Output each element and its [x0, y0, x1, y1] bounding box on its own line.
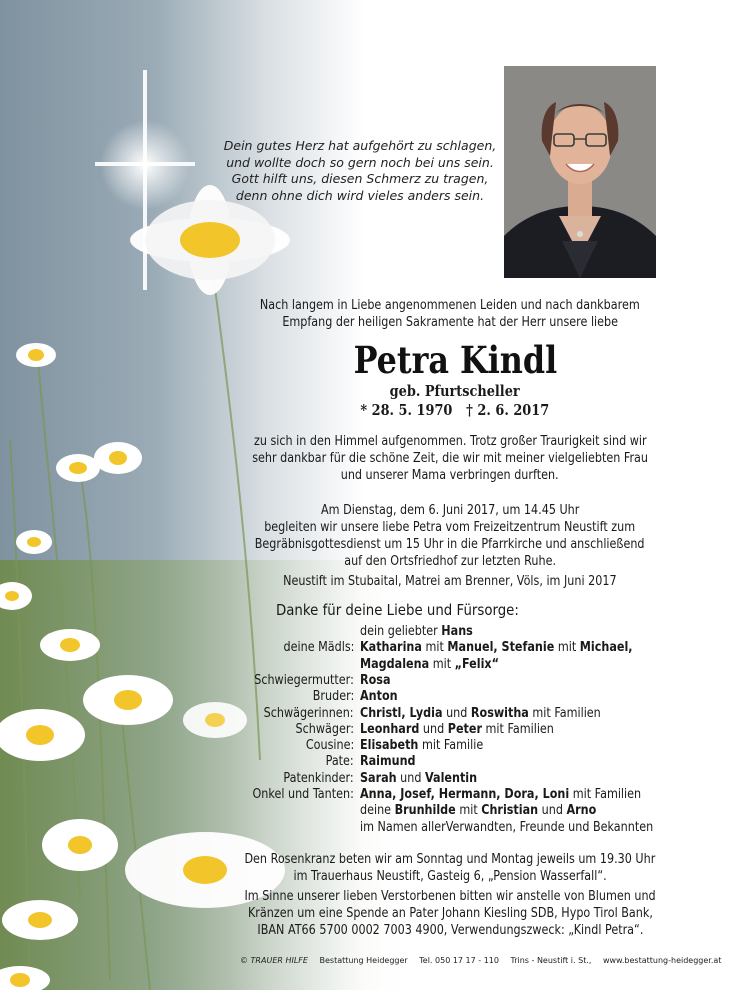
relative-row: [0, 689, 700, 706]
body-paragraph: [200, 433, 700, 484]
relative-label: Pate:: [325, 754, 354, 770]
relative-row: [0, 624, 700, 641]
relative-row: [0, 803, 700, 820]
relative-row: [0, 738, 700, 755]
relative-names: Rosa: [360, 672, 391, 688]
poem-line: Dein gutes Herz hat aufgehört zu schlagen,: [223, 138, 497, 153]
relative-names: Raimund: [360, 754, 416, 770]
donation-line: Im Sinne unserer lieben Verstorbenen bitten wir anstelle von Blumen und: [244, 889, 656, 904]
relative-names: deine Brunhilde mit Christian und Arno: [360, 803, 597, 819]
donation-line: IBAN AT66 5700 0002 7003 4900, Verwendungszweck: „Kindl Petra“.: [257, 923, 643, 938]
relative-row: [0, 640, 700, 657]
funeral-line: Am Dienstag, dem 6. Juni 2017, um 14.45 Uhr: [320, 503, 580, 518]
relative-names: Anton: [360, 689, 398, 705]
relative-row: [0, 754, 700, 771]
relative-names: dein geliebter Hans: [360, 624, 473, 639]
memorial-poem: [195, 138, 525, 204]
footer-company: Bestattung Heidegger: [319, 956, 408, 965]
donation-paragraph: [200, 888, 700, 939]
footer-address: Trins - Neustift i. St.,: [510, 956, 592, 965]
death-date: † 2. 6. 2017: [466, 401, 550, 419]
body-line: und unserer Mama verbringen durften.: [341, 468, 559, 483]
rosary-paragraph: [200, 851, 700, 885]
relative-label: Schwäger:: [295, 721, 354, 737]
life-dates: [270, 399, 640, 421]
relative-label: Cousine:: [305, 738, 354, 754]
footer-brand: © TRAUER HILFE: [240, 956, 308, 965]
relative-row: [0, 706, 700, 723]
thanks-heading: Danke für deine Liebe und Fürsorge:: [276, 601, 519, 619]
relative-row: [0, 673, 700, 690]
poem-line: und wollte doch so gern noch bei uns sein.: [226, 154, 494, 170]
relative-names: Katharina mit Manuel, Stefanie mit Michael,: [360, 640, 633, 656]
rosary-line: im Trauerhaus Neustift, Gasteig 6, „Pension Wasserfall“.: [293, 869, 607, 884]
body-line: zu sich in den Himmel aufgenommen. Trotz großer Traurigkeit sind wir: [253, 434, 647, 449]
relative-label: Patenkinder:: [283, 770, 354, 786]
deceased-name: Petra Kindl: [353, 338, 557, 382]
relative-names: Christl, Lydia und Roswitha mit Familien: [360, 705, 601, 721]
relative-row: [0, 722, 700, 739]
funeral-line: Begräbnisgottesdienst um 15 Uhr in die Pfarrkirche und anschließend: [255, 537, 645, 552]
relative-row: [0, 787, 700, 804]
relative-label: Schwiegermutter:: [254, 672, 354, 688]
funeral-line: begleiten wir unsere liebe Petra vom Freizeitzentrum Neustift zum: [264, 520, 636, 535]
funeral-line: auf den Ortsfriedhof zur letzten Ruhe.: [344, 554, 556, 569]
relative-label: Onkel und Tanten:: [252, 787, 354, 802]
relative-names: Elisabeth mit Familie: [360, 738, 484, 754]
birth-date: * 28. 5. 1970: [360, 401, 453, 419]
relative-row: [0, 820, 700, 837]
funeral-paragraph: [200, 502, 700, 570]
footer-website[interactable]: www.bestattung-heidegger.at: [602, 956, 722, 965]
poem-line: Gott hilft uns, diesen Schmerz zu tragen,: [231, 171, 489, 186]
relative-names: Magdalena mit „Felix“: [360, 656, 499, 672]
intro-text: [200, 297, 700, 331]
intro-line: Nach langem in Liebe angenommenen Leiden und nach dankbarem: [260, 298, 640, 313]
body-line: sehr dankbar für die schöne Zeit, die wir mit meiner vielgeliebten Frau: [252, 451, 648, 466]
relative-names: Sarah und Valentin: [360, 770, 478, 786]
footer: [240, 956, 722, 966]
rosary-line: Den Rosenkranz beten wir am Sonntag und Montag jeweils um 19.30 Uhr: [244, 852, 656, 867]
relative-label: Schwägerinnen:: [264, 705, 354, 721]
relative-names: Anna, Josef, Hermann, Dora, Loni mit Familien: [360, 787, 642, 802]
relative-row: [0, 771, 700, 788]
relative-names: im Namen allerVerwandten, Freunde und Bekannten: [360, 819, 654, 835]
relative-row: [0, 657, 700, 674]
poem-line: denn ohne dich wird vieles anders sein.: [235, 187, 485, 203]
portrait-photo: [504, 66, 656, 278]
relative-label: deine Mädls:: [283, 640, 354, 656]
donation-line: Kränzen um eine Spende an Pater Johann Kiesling SDB, Hypo Tirol Bank,: [247, 906, 653, 921]
maiden-name: geb. Pfurtscheller: [389, 382, 521, 400]
intro-line: Empfang der heiligen Sakramente hat der Herr unsere liebe: [282, 315, 618, 330]
relative-label: Bruder:: [312, 689, 354, 705]
relative-names: Leonhard und Peter mit Familien: [360, 721, 554, 737]
place-date: Neustift im Stubaital, Matrei am Brenner, Völs, im Juni 2017: [283, 574, 617, 589]
footer-phone: Tel. 050 17 17 - 110: [419, 956, 499, 965]
